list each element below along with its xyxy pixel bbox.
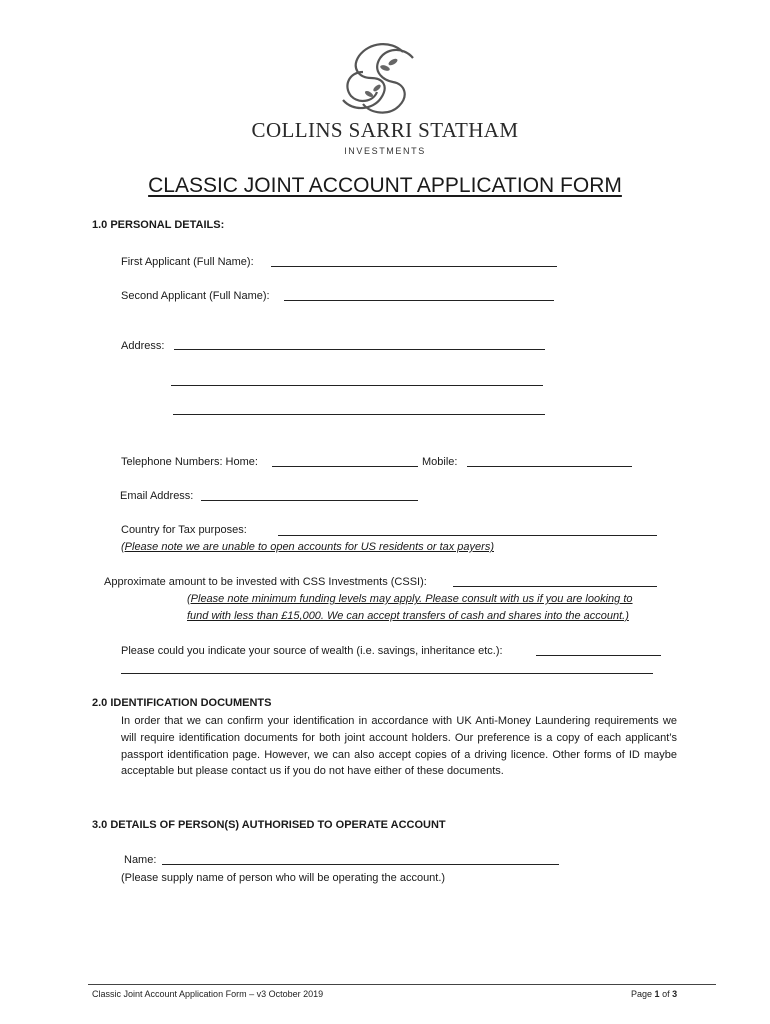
- email-label: Email Address:: [120, 490, 194, 502]
- source-of-wealth-field[interactable]: [536, 655, 661, 656]
- telephone-home-field[interactable]: [272, 466, 418, 467]
- footer-divider: [88, 984, 716, 985]
- mobile-label: Mobile:: [422, 456, 458, 468]
- identification-paragraph: In order that we can confirm your identification in accordance with UK Anti-Money Laundering requirements we will require identification documents for both joint account holders. Our preference is a copy of each applicant’s passport identification page. However, we can also accept copies of a driving licence. Other forms of ID maybe acceptable but please contact us if you do not have either of these documents.: [121, 715, 677, 778]
- telephone-home-label: Telephone Numbers: Home:: [121, 456, 258, 468]
- address-line-1-field[interactable]: [174, 349, 545, 350]
- footer-form-version: Classic Joint Account Application Form – v3 October 2019: [92, 989, 324, 999]
- section-1-heading: 1.0 PERSONAL DETAILS:: [92, 219, 225, 231]
- source-of-wealth-label: Please could you indicate your source of wealth (i.e. savings, inheritance etc.):: [121, 645, 503, 657]
- authorised-name-field[interactable]: [162, 864, 559, 865]
- mobile-field[interactable]: [467, 466, 632, 467]
- brand-name: COLLINS SARRI STATHAM: [251, 118, 519, 142]
- first-applicant-label: First Applicant (Full Name):: [121, 256, 254, 268]
- second-applicant-field[interactable]: [284, 300, 554, 301]
- amount-note-line-2: fund with less than £15,000. We can accept transfers of cash and shares into the account.): [187, 610, 629, 622]
- section-2-heading: 2.0 IDENTIFICATION DOCUMENTS: [92, 697, 272, 709]
- email-field[interactable]: [201, 500, 418, 501]
- investment-amount-label: Approximate amount to be invested with CSS Investments (CSSI):: [104, 576, 427, 588]
- page-current: 1: [654, 989, 660, 999]
- country-tax-field[interactable]: [278, 535, 657, 536]
- page-of: of: [662, 989, 670, 999]
- section-3-heading: 3.0 DETAILS OF PERSON(S) AUTHORISED TO OPERATE ACCOUNT: [92, 819, 446, 831]
- footer-page-number: [631, 989, 677, 999]
- country-tax-note: (Please note we are unable to open accounts for US residents or tax payers): [121, 541, 494, 553]
- address-line-3-field[interactable]: [173, 414, 545, 415]
- authorised-name-note: (Please supply name of person who will be operating the account.): [121, 872, 446, 884]
- page-word: Page: [631, 989, 653, 999]
- company-logo-icon: [333, 38, 429, 120]
- address-label: Address:: [121, 340, 165, 352]
- first-applicant-field[interactable]: [271, 266, 557, 267]
- address-line-2-field[interactable]: [171, 385, 543, 386]
- source-of-wealth-field-line-2[interactable]: [121, 673, 653, 674]
- amount-note-line-1: (Please note minimum funding levels may apply. Please consult with us if you are looking to: [187, 593, 633, 605]
- investment-amount-field[interactable]: [453, 586, 657, 587]
- country-tax-label: Country for Tax purposes:: [121, 524, 247, 536]
- form-title: CLASSIC JOINT ACCOUNT APPLICATION FORM: [148, 174, 622, 197]
- page-total: 3: [672, 989, 678, 999]
- second-applicant-label: Second Applicant (Full Name):: [121, 290, 270, 302]
- authorised-name-label: Name:: [124, 854, 157, 866]
- brand-subtitle: INVESTMENTS: [344, 146, 426, 156]
